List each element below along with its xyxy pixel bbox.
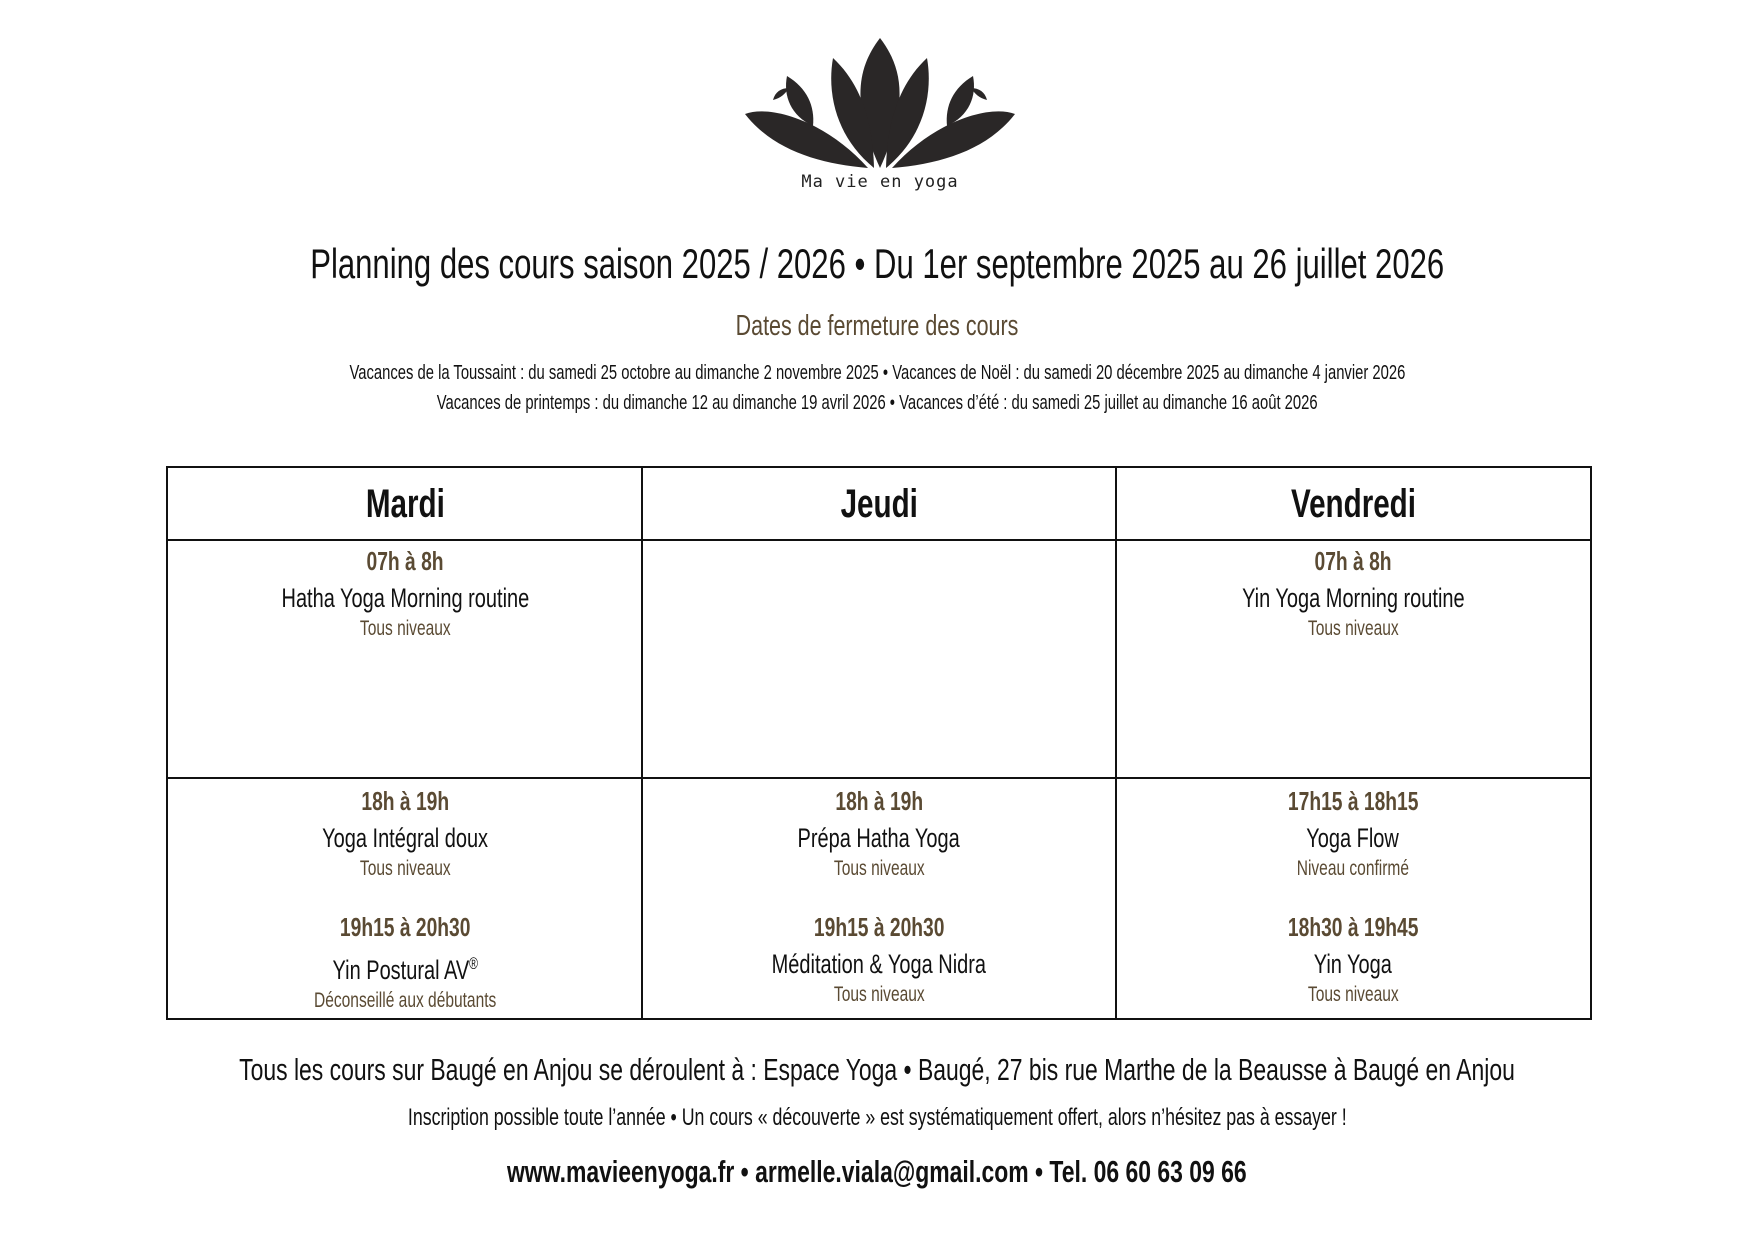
registered-mark: ® <box>468 955 478 973</box>
class-name-text: Yoga Intégral doux <box>322 823 488 853</box>
class-level <box>642 982 1116 1008</box>
page-title-text: Planning des cours saison 2025 / 2026 • Du 1er septembre 2025 au 26 juillet 2026 <box>310 240 1444 287</box>
day-header-mardi-text: Mardi <box>365 482 445 526</box>
class-time <box>168 912 642 942</box>
inscription-text: Inscription possible toute l’année • Un cours « découverte » est systématiquement offert, alors n’hésitez pas à essayer ! <box>407 1104 1347 1131</box>
class-name <box>168 580 642 616</box>
class-level <box>168 856 642 882</box>
class-level-text: Niveau confirmé <box>1296 857 1410 880</box>
day-header-mardi <box>168 468 642 540</box>
class-name-text: Hatha Yoga Morning routine <box>281 583 529 613</box>
class-name-text: Prépa Hatha Yoga <box>797 823 961 853</box>
location-place: Espace Yoga • Baugé, 27 bis rue Marthe de la Beausse à Baugé en Anjou <box>763 1052 1515 1087</box>
closure-line-1 <box>0 362 1754 385</box>
day-header-jeudi-text: Jeudi <box>840 482 918 526</box>
class-level-text: Tous niveaux <box>1307 617 1399 640</box>
class-time <box>642 912 1116 942</box>
class-time-text: 18h à 19h <box>361 786 449 816</box>
class-level-text: Tous niveaux <box>1307 983 1399 1006</box>
logo-text: Ma vie en yoga <box>801 172 959 192</box>
class-level <box>1116 616 1590 642</box>
class-level-text: Tous niveaux <box>833 983 925 1006</box>
row-divider <box>168 777 1590 779</box>
day-header-vendredi <box>1116 468 1590 540</box>
class-slot <box>168 546 642 642</box>
class-time-text: 07h à 8h <box>366 546 444 576</box>
class-time-text: 19h15 à 20h30 <box>813 912 945 942</box>
class-name-text: Yin Yoga <box>1313 949 1393 979</box>
class-level-text: Tous niveaux <box>833 857 925 880</box>
class-time <box>168 546 642 576</box>
class-slot <box>168 912 642 1014</box>
class-name <box>168 946 642 988</box>
class-time-text: 07h à 8h <box>1314 546 1392 576</box>
day-header-vendredi-text: Vendredi <box>1290 482 1416 526</box>
contact-line <box>0 1154 1754 1190</box>
class-name <box>642 946 1116 982</box>
class-name <box>168 820 642 856</box>
class-time-text: 18h à 19h <box>835 786 923 816</box>
class-time <box>1116 546 1590 576</box>
closure-line-2 <box>0 392 1754 415</box>
logo <box>735 30 1025 205</box>
cell-jeudi-evening <box>642 786 1116 1008</box>
closure-heading <box>0 310 1754 343</box>
cell-mardi-morning <box>168 546 642 642</box>
schedule-table <box>166 466 1592 1020</box>
class-time <box>1116 786 1590 816</box>
class-level <box>168 616 642 642</box>
class-name-text: Yin Yoga Morning routine <box>1241 583 1465 613</box>
closure-line-2-text: Vacances de printemps : du dimanche 12 au dimanche 19 avril 2026 • Vacances d’été : du samedi 25 juillet au dimanche 16 août 2026 <box>436 392 1318 414</box>
location-line <box>0 1052 1754 1088</box>
class-level <box>1116 982 1590 1008</box>
class-name <box>1116 580 1590 616</box>
class-time-text: 19h15 à 20h30 <box>339 912 471 942</box>
class-name <box>642 820 1116 856</box>
class-slot <box>1116 546 1590 642</box>
class-level <box>1116 856 1590 882</box>
location-prefix: Tous les cours sur Baugé en Anjou se déroulent à : <box>239 1052 764 1087</box>
class-name <box>1116 820 1590 856</box>
class-time <box>642 786 1116 816</box>
closure-heading-text: Dates de fermeture des cours <box>735 310 1019 342</box>
class-name <box>1116 946 1590 982</box>
class-name-text: Yoga Flow <box>1306 823 1400 853</box>
class-slot <box>642 786 1116 882</box>
class-level <box>642 856 1116 882</box>
closure-line-1-text: Vacances de la Toussaint : du samedi 25 octobre au dimanche 2 novembre 2025 • Vacances de Noël : du samedi 20 décembre 2025 au dimanche 4 janvier 2026 <box>349 362 1405 384</box>
inscription-line <box>0 1104 1754 1132</box>
page-title <box>0 240 1754 288</box>
lotus-icon <box>735 30 1025 170</box>
class-slot <box>1116 912 1590 1008</box>
cell-vendredi-evening <box>1116 786 1590 1008</box>
day-header-jeudi <box>642 468 1116 540</box>
contact-text: www.mavieenyoga.fr • armelle.viala@gmail.com • Tel. 06 60 63 09 66 <box>507 1154 1247 1189</box>
class-time <box>168 786 642 816</box>
class-slot <box>1116 786 1590 882</box>
class-time-text: 18h30 à 19h45 <box>1287 912 1419 942</box>
class-slot <box>168 786 642 882</box>
class-time-text: 17h15 à 18h15 <box>1287 786 1419 816</box>
cell-vendredi-morning <box>1116 546 1590 642</box>
class-level-text: Tous niveaux <box>359 617 451 640</box>
class-name-text: Yin Postural AV <box>332 955 469 985</box>
class-level-text: Tous niveaux <box>359 857 451 880</box>
class-level <box>168 988 642 1014</box>
class-level-text: Déconseillé aux débutants <box>313 989 497 1012</box>
class-time <box>1116 912 1590 942</box>
class-slot <box>642 912 1116 1008</box>
cell-mardi-evening <box>168 786 642 1014</box>
class-name-text: Méditation & Yoga Nidra <box>771 949 987 979</box>
